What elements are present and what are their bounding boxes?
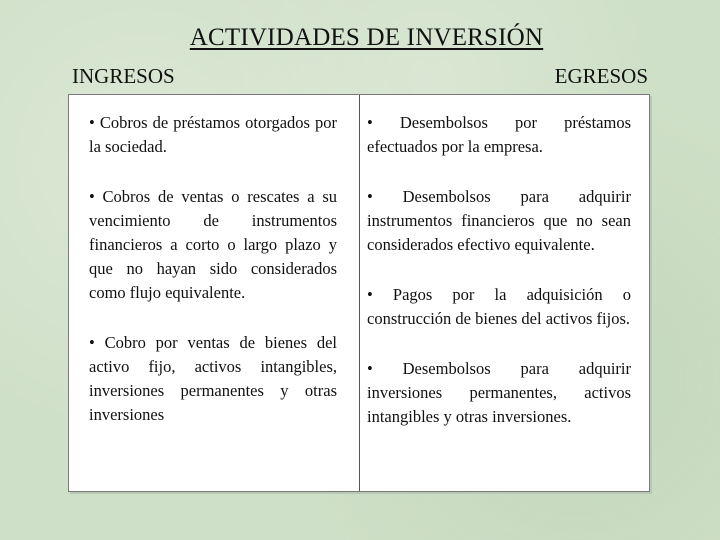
egresos-item: • Desembolsos para adquirir inversiones permanentes, activos intangibles y otras inversiones. <box>367 359 631 426</box>
ingresos-heading: INGRESOS <box>72 64 175 88</box>
ingresos-column <box>89 95 337 427</box>
slide-title: ACTIVIDADES DE INVERSIÓN <box>189 24 544 51</box>
egresos-item: • Desembolsos por préstamos efectuados por la empresa. <box>367 113 631 156</box>
egresos-heading: EGRESOS <box>554 64 648 88</box>
investment-table <box>68 94 650 492</box>
egresos-column <box>367 95 631 429</box>
ingresos-item: • Cobro por ventas de bienes del activo fijo, activos intangibles, inversiones permanentes y otras inversiones <box>89 333 337 424</box>
egresos-item: • Desembolsos para adquirir instrumentos financieros que no sean considerados efectivo equivalente. <box>367 187 631 254</box>
egresos-item: • Pagos por la adquisición o construcción de bienes del activos fijos. <box>367 285 631 328</box>
ingresos-item: • Cobros de préstamos otorgados por la sociedad. <box>89 113 337 156</box>
column-divider <box>359 95 360 491</box>
ingresos-item: • Cobros de ventas o rescates a su vencimiento de instrumentos financieros a corto o largo plazo y que no hayan sido considerados como flujo equivalente. <box>89 187 337 302</box>
